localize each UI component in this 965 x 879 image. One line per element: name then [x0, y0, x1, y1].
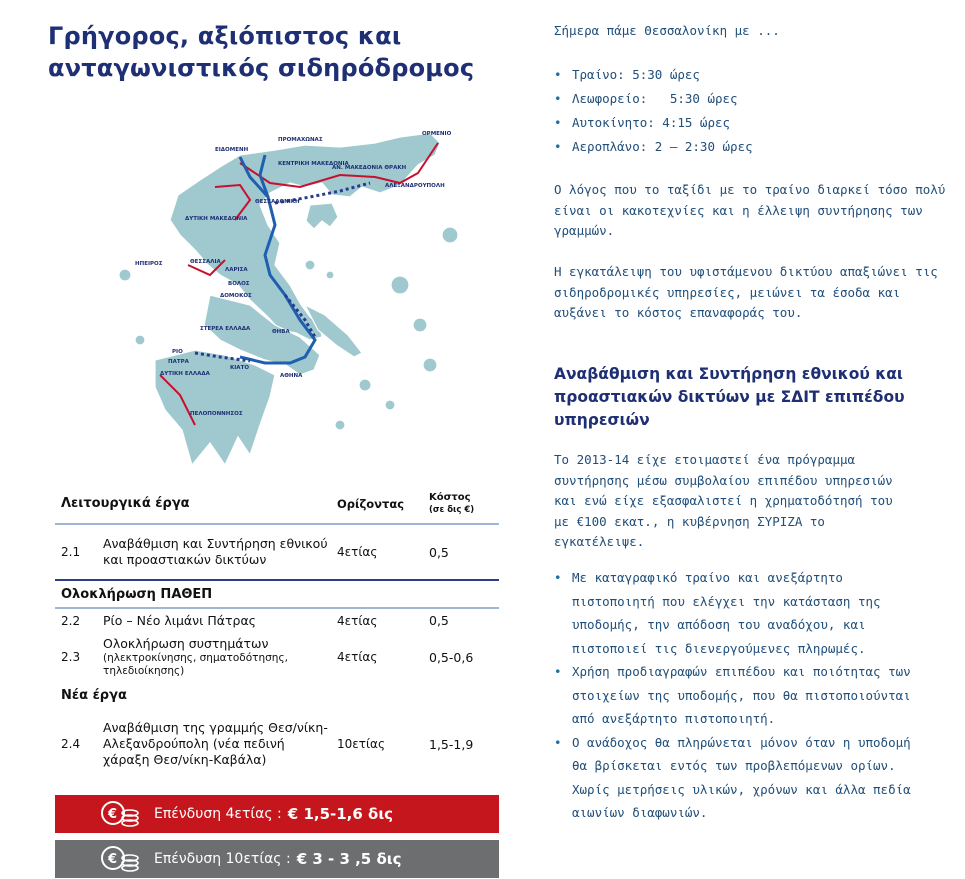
map-label: ΚΙΑΤΟ [230, 365, 249, 371]
list-item: • Ο ανάδοχος θα πληρώνεται μόνον όταν η υποδομή θα βρίσκεται εντός των προβλεπόμενων ορίων. Χωρίς μετρήσεις υλικών, χρόνων και άλλα πεδία αιωνίων διαφωνιών. [554, 731, 929, 825]
investment-10year-bar [55, 840, 499, 878]
map-label: ΗΠΕΙΡΟΣ [135, 261, 163, 267]
page-title: Γρήγορος, αξιόπιστος και ανταγωνιστικός σιδηρόδρομος [48, 22, 475, 82]
map-label: ΠΑΤΡΑ [168, 359, 189, 365]
bullet-list [554, 566, 929, 825]
map-label: ΠΡΟΜΑΧΩΝΑΣ [278, 137, 323, 143]
paragraph: Ο λόγος που το ταξίδι με το τραίνο διαρκεί τόσο πολύ είναι οι κακοτεχνίες και η έλλειψη συντήρησης των γραμμών. [554, 182, 946, 238]
paragraph: Η εγκατάλειψη του υφιστάμενου δικτύου απαξιώνει τις σιδηροδρομικές υπηρεσίες, μειώνει τα έσοδα και αυξάνει το κόστος επαναφοράς του. [554, 264, 938, 320]
section-row: Ολοκλήρωση ΠΑΘΕΠ [55, 580, 499, 608]
col-cost-header: Κόστος (σε δις €) [429, 484, 499, 524]
investment-10year-label: Επένδυση 10ετίας : [154, 851, 291, 867]
section-heading: Αναβάθμιση και Συντήρηση εθνικού και προαστιακών δικτύων με ΣΔΙΤ επιπέδου υπηρεσιών [554, 365, 905, 429]
svg-text:€: € [108, 807, 118, 822]
table-row: 2.4 Αναβάθμιση της γραμμής Θεσ/νίκη-Αλεξανδρούπολη (νέα πεδινή χάραξη Θεσ/νίκη-Καβάλα) 10ετίας 1,5-1,9 [61, 720, 474, 767]
travel-times-list [554, 63, 954, 159]
col-horizon-header: Ορίζοντας [337, 484, 429, 524]
map-label: ΠΕΛΟΠΟΝΝΗΣΟΣ [190, 411, 243, 417]
svg-text:€: € [108, 852, 118, 867]
section-row: Νέα έργα [61, 687, 127, 703]
investment-4year-bar [55, 795, 499, 833]
coins-icon [100, 844, 140, 874]
works-table [55, 484, 499, 780]
map-label: ΔΥΤΙΚΗ ΜΑΚΕΔΟΝΙΑ [185, 216, 248, 222]
list-item: • Αυτοκίνητο: 4:15 ώρες [554, 111, 954, 135]
map-label: ΕΙΔΟΜΕΝΗ [215, 147, 249, 153]
list-item: • Λεωφορείο: 5:30 ώρες [554, 87, 954, 111]
paragraph: Το 2013-14 είχε ετοιμαστεί ένα πρόγραμμα συντήρησης μέσω συμβολαίου επιπέδου υπηρεσιών και ενώ είχε εξασφαλιστεί η χρηματοδότησή του με €100 εκατ., η κυβέρνηση ΣΥΡΙΖΑ το εγκατέλειψε. [554, 452, 893, 549]
coins-icon [100, 799, 140, 829]
list-item: • Τραίνο: 5:30 ώρες [554, 63, 954, 87]
map-label: ΑΛΕΞΑΝΔΡΟΥΠΟΛΗ [385, 183, 445, 189]
intro-text: Σήμερα πάμε Θεσσαλονίκη με ... [554, 23, 780, 38]
table-row: 2.2 Ρίο – Νέο λιμάνι Πάτρας 4ετίας 0,5 [55, 608, 499, 632]
map-label: ΘΗΒΑ [272, 329, 290, 335]
map-label: ΘΕΣΣΑΛΙΑ [190, 259, 221, 265]
list-item: • Χρήση προδιαγραφών επιπέδου και ποιότητας των στοιχείων της υποδομής, που θα πιστοποιούνται από ανεξάρτητο πιστοποιητή. [554, 660, 929, 731]
map-label: ΛΑΡΙΣΑ [225, 267, 248, 273]
list-item: • Με καταγραφικό τραίνο και ανεξάρτητο πιστοποιητή που ελέγχει την κατάσταση της υποδομής, την απόδοση του αναδόχου, και πιστοποιεί τις διενεργούμενες πληρωμές. [554, 566, 929, 660]
map-label: ΚΕΝΤΡΙΚΗ ΜΑΚΕΔΟΝΙΑ [278, 161, 349, 167]
table-header-row [55, 484, 499, 524]
right-column [550, 0, 955, 879]
investment-4year-value: € 1,5-1,6 δις [287, 805, 394, 823]
investment-10year-value: € 3 - 3 ,5 δις [296, 850, 402, 868]
map-label: ΑΘΗΝΑ [280, 373, 303, 379]
map-label: ΘΕΣΣΑΛΟΝΙΚΗ [255, 199, 300, 205]
map-label: ΒΟΛΟΣ [228, 281, 250, 287]
map-label: ΟΡΜΕΝΙΟ [422, 131, 452, 137]
investment-4year-label: Επένδυση 4ετίας : [154, 806, 282, 822]
col-works-header: Λειτουργικά έργα [55, 484, 337, 524]
map-label: ΔΥΤΙΚΗ ΕΛΛΑΔΑ [160, 371, 210, 377]
map-label: ΣΤΕΡΕΑ ΕΛΛΑΔΑ [200, 326, 251, 332]
list-item: • Αεροπλάνο: 2 – 2:30 ώρες [554, 135, 954, 159]
greece-rail-map [100, 125, 500, 485]
map-label: ΡΙΟ [172, 349, 183, 355]
table-row: 2.1 Αναβάθμιση και Συντήρηση εθνικού και προαστιακών δικτύων 4ετίας 0,5 [61, 536, 449, 567]
map-label: ΑΝ. ΜΑΚΕΔΟΝΙΑ ΘΡΑΚΗ [332, 165, 407, 171]
map-label: ΔΟΜΟΚΟΣ [220, 293, 252, 299]
table-row: 2.3 Ολοκλήρωση συστημάτων (ηλεκτροκίνησης, σηματοδότησης, τηλεδιοίκησης) 4ετίας 0,5-0,6 [61, 636, 474, 677]
